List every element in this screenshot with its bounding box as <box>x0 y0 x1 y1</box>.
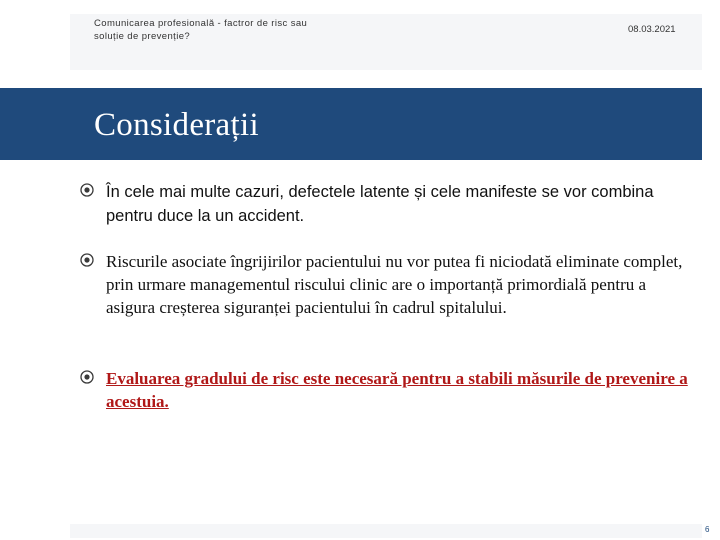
bullet-text-emphasis: Evaluarea gradului de risc este necesară pentru a stabili măsurile de prevenire a acestuia. <box>106 369 688 411</box>
presentation-date: 08.03.2021 <box>628 24 676 35</box>
page-number: 6 <box>705 525 710 534</box>
target-circle-icon <box>80 370 94 384</box>
presentation-title: Comunicarea profesională - factror de risc sau soluție de prevenție? <box>94 18 308 42</box>
slide-title-bar <box>0 88 702 160</box>
bullet-text: În cele mai multe cazuri, defectele latente și cele manifeste se vor combina pentru duce la un accident. <box>106 183 654 225</box>
footer-strip <box>70 524 702 538</box>
target-circle-icon <box>80 183 94 197</box>
bullet-text: Riscurile asociate îngrijirilor pacientului nu vor putea fi niciodată eliminate complet, prin urmare managementul riscului clinic are o importanță primordială pentru a asigura creșterea siguranței pacientului în cadrul spitalului. <box>106 252 683 317</box>
slide-title: Considerații <box>94 107 259 143</box>
target-circle-icon <box>80 253 94 267</box>
